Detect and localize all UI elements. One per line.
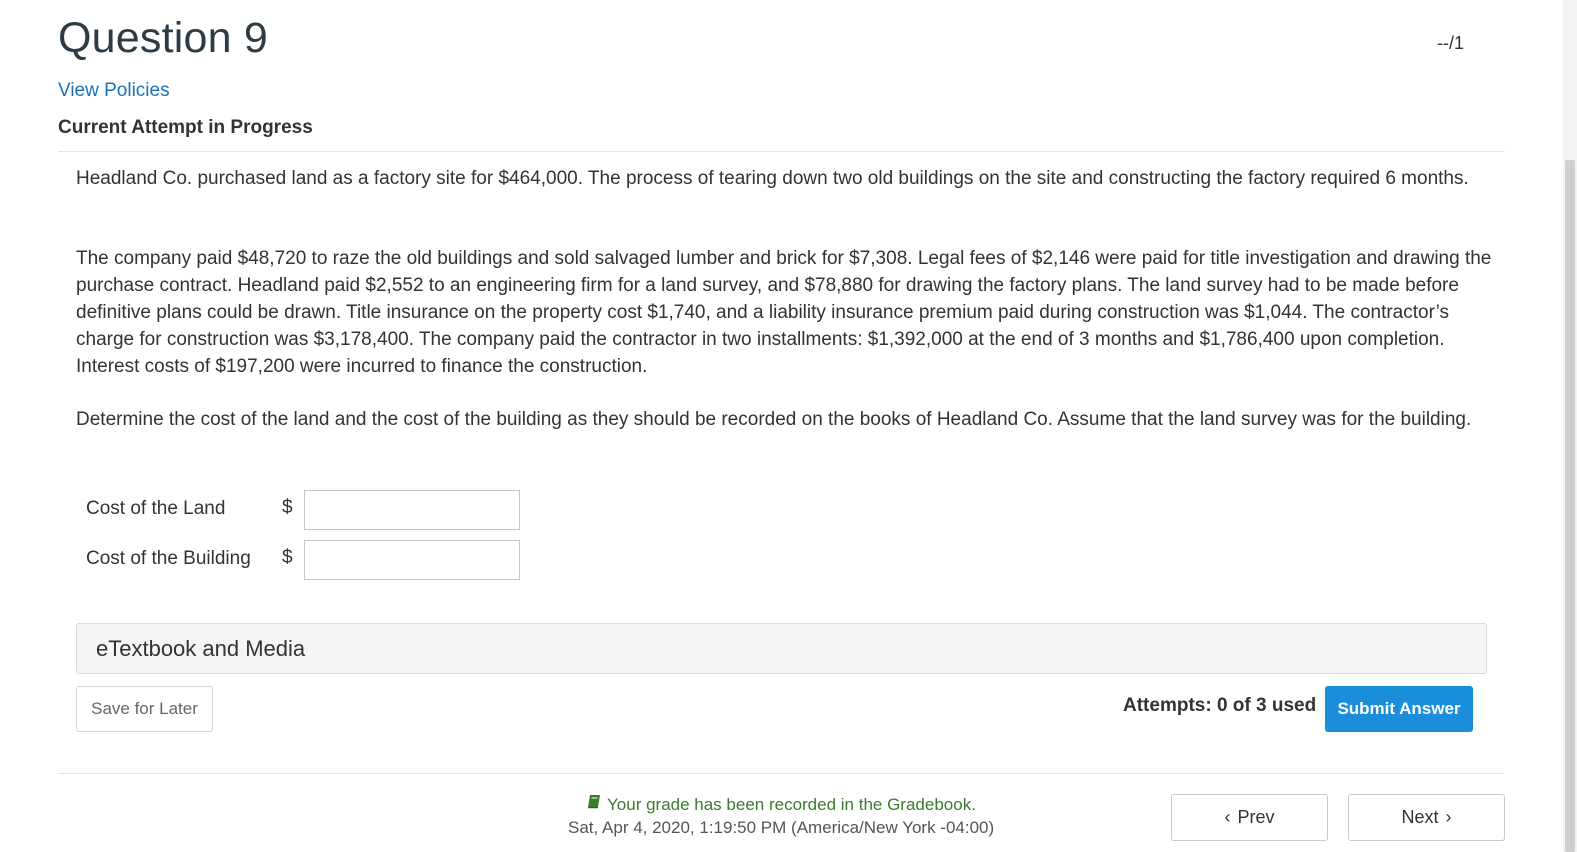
prev-button[interactable]: [1171, 794, 1328, 841]
divider: [58, 151, 1505, 152]
question-paragraph-1: Headland Co. purchased land as a factory site for $464,000. The process of tearing down two old buildings on the site and constructing the factory required 6 months.: [76, 168, 1469, 189]
gradebook-notice: [587, 795, 976, 815]
next-button[interactable]: [1348, 794, 1505, 841]
chevron-right-icon: ›: [1445, 807, 1452, 827]
question-paragraph-3: Determine the cost of the land and the cost of the building as they should be recorded on the books of Headland Co. Assume that the land survey was for the building.: [76, 409, 1472, 430]
attempts-counter: Attempts: 0 of 3 used: [1123, 695, 1317, 716]
question-score: --/1: [1437, 33, 1464, 53]
chevron-left-icon: ‹: [1224, 807, 1231, 827]
etextbook-media-label: eTextbook and Media: [96, 636, 306, 661]
submit-answer-button[interactable]: Submit Answer: [1325, 686, 1473, 732]
question-paragraph-2: The company paid $48,720 to raze the old buildings and sold salvaged lumber and brick for $7,308. Legal fees of $2,146 were paid for title investigation and drawing the purchase contract. Headland paid $2,552 to an engineering firm for a land survey, and $78,880 for drawing the factory plans. The land survey had to be made before definitive plans could be drawn. Title insurance on the property cost $1,740, and a liability insurance premium paid during construction was $1,044. The contractor’s charge for construction was $3,178,400. The company paid the contractor in two installments: $1,392,000 at the end of 3 months and $1,786,400 upon completion. Interest costs of $197,200 were incurred to finance the construction.: [76, 248, 1492, 377]
save-for-later-button[interactable]: Save for Later: [76, 686, 213, 732]
attempt-status: Current Attempt in Progress: [58, 117, 313, 138]
scrollbar-track[interactable]: [1563, 0, 1577, 852]
cost-of-land-input[interactable]: [304, 490, 520, 530]
book-icon: [587, 794, 601, 814]
scrollbar-thumb[interactable]: [1565, 160, 1575, 852]
etextbook-media-panel[interactable]: [76, 623, 1487, 674]
question-title: Question 9: [58, 14, 268, 62]
cost-of-building-label: Cost of the Building: [86, 548, 251, 569]
next-label: Next: [1401, 807, 1439, 827]
grade-timestamp: Sat, Apr 4, 2020, 1:19:50 PM (America/New York -04:00): [568, 818, 995, 837]
view-policies-link[interactable]: View Policies: [58, 80, 170, 101]
prev-label: Prev: [1237, 807, 1275, 827]
cost-of-building-input[interactable]: [304, 540, 520, 580]
land-currency-symbol: $: [282, 497, 293, 518]
gradebook-notice-text: Your grade has been recorded in the Gradebook.: [607, 795, 976, 814]
divider: [58, 773, 1505, 774]
cost-of-land-label: Cost of the Land: [86, 498, 226, 519]
building-currency-symbol: $: [282, 547, 293, 568]
